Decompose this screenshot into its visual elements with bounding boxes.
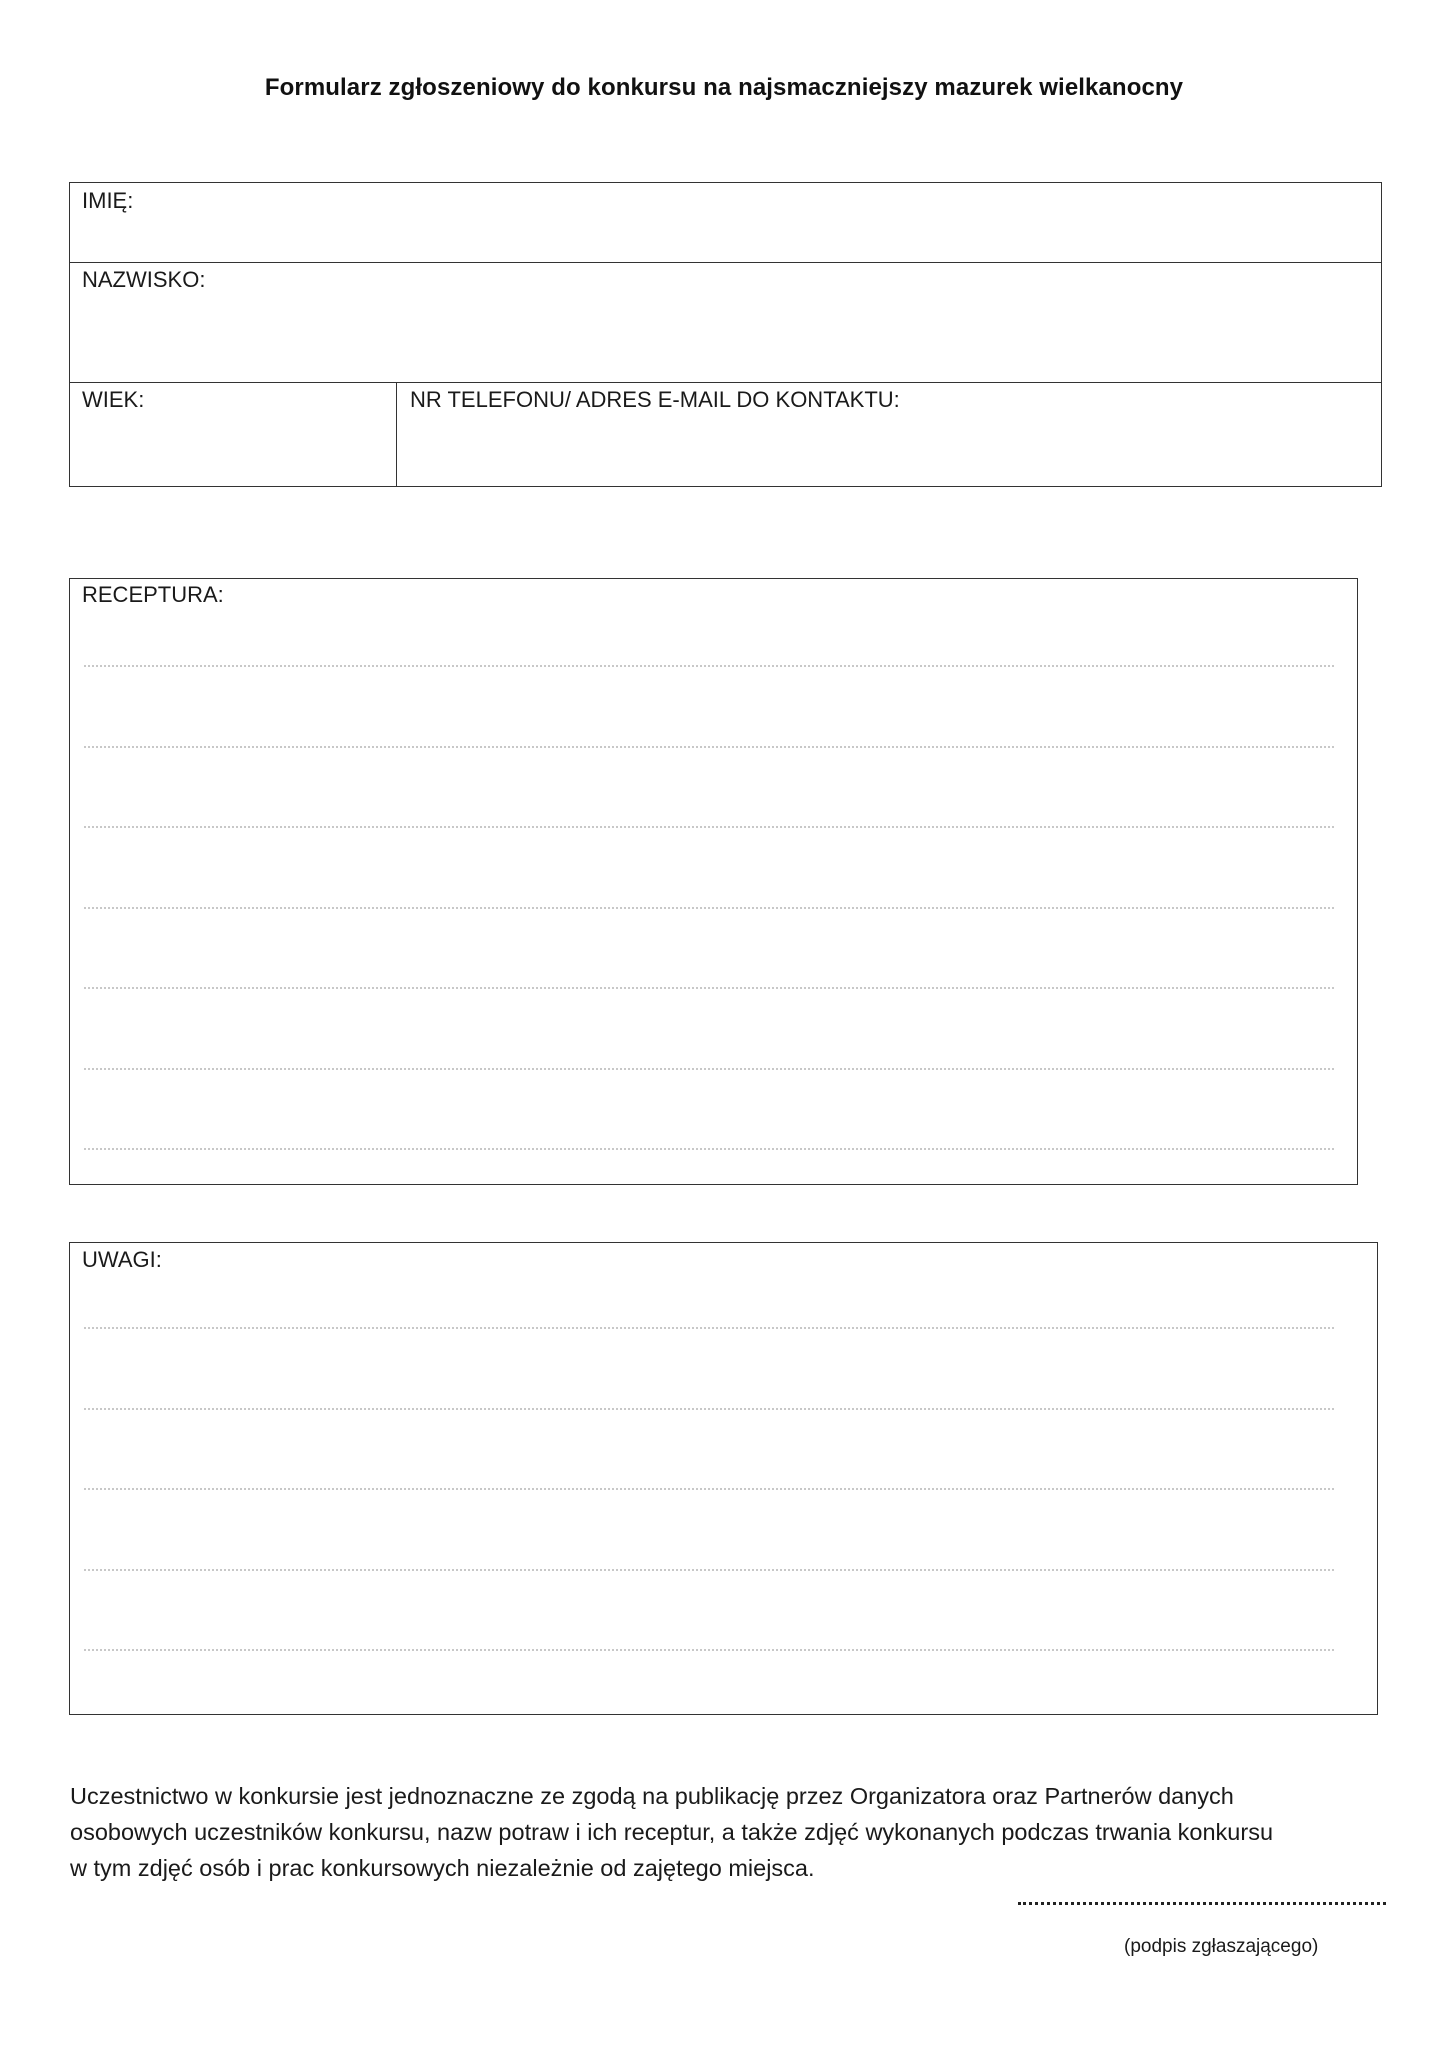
dotted-writing-line[interactable] bbox=[84, 1068, 1334, 1070]
recipe-box[interactable] bbox=[69, 578, 1358, 1185]
consent-line: Uczestnictwo w konkursie jest jednoznaczne ze zgodą na publikację przez Organizatora oraz Partnerów danych bbox=[70, 1783, 1234, 1809]
notes-box[interactable] bbox=[69, 1242, 1378, 1715]
consent-paragraph bbox=[70, 1778, 1370, 1886]
dotted-writing-line[interactable] bbox=[84, 665, 1334, 667]
dotted-writing-line[interactable] bbox=[84, 746, 1334, 748]
last-name-field[interactable] bbox=[71, 264, 1380, 381]
table-row-divider bbox=[69, 262, 1382, 263]
dotted-writing-line[interactable] bbox=[84, 1649, 1334, 1651]
first-name-field[interactable] bbox=[71, 184, 1380, 261]
age-label: WIEK: bbox=[82, 387, 145, 412]
signature-line[interactable] bbox=[1018, 1902, 1386, 1905]
dotted-writing-line[interactable] bbox=[84, 1408, 1334, 1410]
dotted-writing-line[interactable] bbox=[84, 1327, 1334, 1329]
consent-line: osobowych uczestników konkursu, nazw potraw i ich receptur, a także zdjęć wykonanych podczas trwania konkursu bbox=[70, 1819, 1274, 1845]
first-name-label: IMIĘ: bbox=[82, 188, 134, 213]
contact-label: NR TELEFONU/ ADRES E-MAIL DO KONTAKTU: bbox=[410, 387, 900, 412]
dotted-writing-line[interactable] bbox=[84, 1569, 1334, 1571]
table-row-divider bbox=[69, 382, 1382, 383]
dotted-writing-line[interactable] bbox=[84, 987, 1334, 989]
dotted-writing-line[interactable] bbox=[84, 907, 1334, 909]
dotted-writing-line[interactable] bbox=[84, 1148, 1334, 1150]
dotted-writing-line[interactable] bbox=[84, 1488, 1334, 1490]
table-column-divider bbox=[396, 382, 397, 487]
dotted-writing-line[interactable] bbox=[84, 826, 1334, 828]
consent-line: w tym zdjęć osób i prac konkursowych niezależnie od zajętego miejsca. bbox=[70, 1855, 815, 1881]
signature-caption: (podpis zgłaszającego) bbox=[1124, 1936, 1319, 1957]
last-name-label: NAZWISKO: bbox=[82, 267, 206, 292]
notes-label: UWAGI: bbox=[82, 1247, 162, 1272]
recipe-label: RECEPTURA: bbox=[82, 582, 224, 607]
form-title: Formularz zgłoszeniowy do konkursu na najsmaczniejszy mazurek wielkanocny bbox=[264, 74, 1184, 101]
